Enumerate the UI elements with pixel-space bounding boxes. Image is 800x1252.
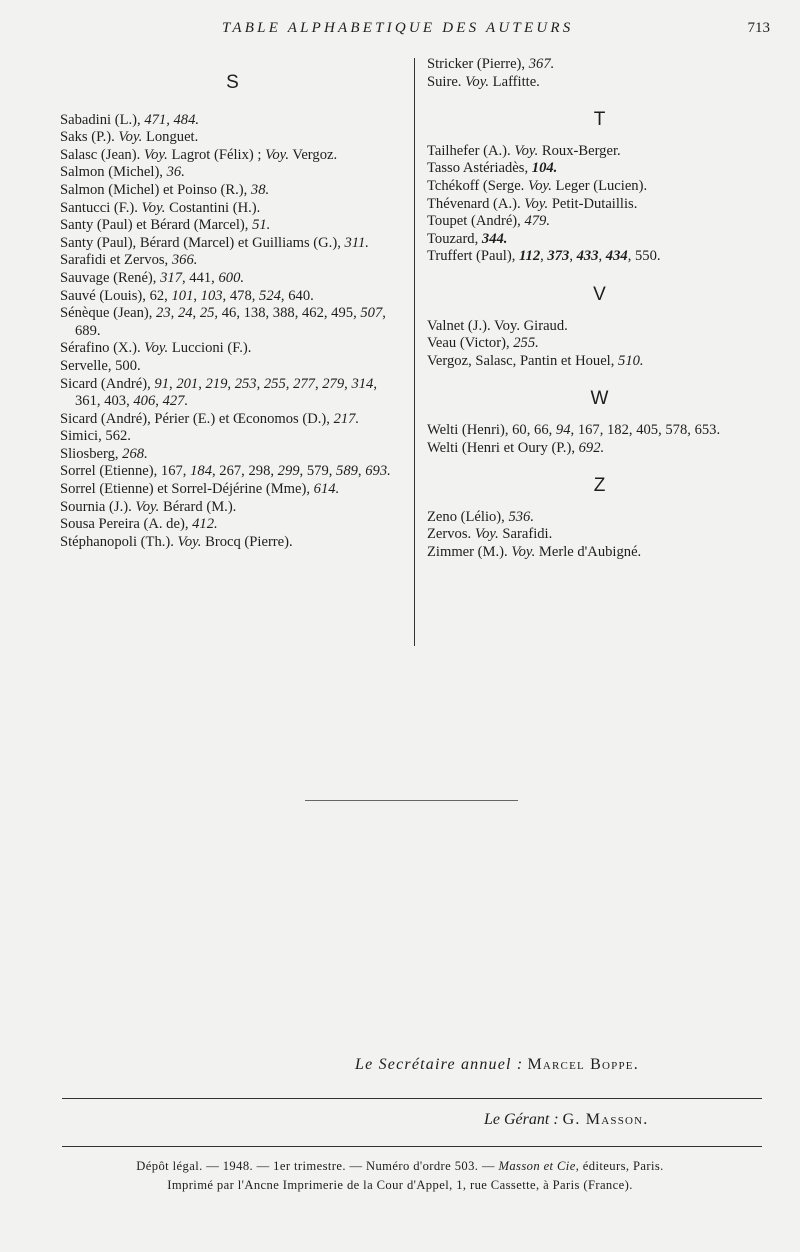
entry-text: Voy. bbox=[514, 142, 539, 159]
entry-text: Zimmer (M.). bbox=[427, 543, 512, 560]
entry-text: Voy. bbox=[177, 533, 202, 550]
section-letter-v: V bbox=[593, 283, 606, 305]
entry-text: Sérafino (X.). bbox=[60, 340, 145, 357]
index-entry bbox=[60, 499, 405, 517]
entry-text: Lagrot (Félix) ; bbox=[167, 146, 266, 163]
index-entry bbox=[427, 248, 772, 266]
index-entry bbox=[60, 481, 405, 499]
entry-text: , 579, bbox=[299, 463, 337, 480]
entry-text: Tailhefer (A.). bbox=[427, 142, 515, 159]
entry-text: 36. bbox=[166, 164, 185, 181]
entry-text: 479. bbox=[524, 213, 550, 230]
index-entry bbox=[427, 526, 772, 544]
entry-text: , bbox=[193, 287, 201, 304]
index-entry bbox=[60, 270, 405, 288]
entry-text: Welti (Henri), 60, 66, bbox=[427, 421, 556, 438]
index-entry bbox=[427, 318, 772, 336]
entry-text: Vergoz. bbox=[289, 146, 338, 163]
entry-text: Thévenard (A.). bbox=[427, 195, 525, 212]
entry-text: 101 bbox=[171, 287, 194, 304]
entry-text: Leger (Lucien). bbox=[551, 177, 648, 194]
entry-text: 524 bbox=[259, 287, 281, 304]
entry-text: Roux-Berger. bbox=[538, 142, 621, 159]
entry-text: , bbox=[169, 375, 177, 392]
entry-text: Voy. bbox=[135, 498, 160, 515]
entry-text: 510. bbox=[618, 352, 644, 369]
entry-text: 219 bbox=[205, 375, 228, 392]
entry-text: 406 bbox=[133, 393, 156, 410]
entry-text: , bbox=[170, 305, 178, 322]
entry-text: Luccioni (F.). bbox=[168, 340, 252, 357]
signature-rule-top bbox=[62, 1098, 762, 1099]
entry-text: Sousa Pereira (A. de), bbox=[60, 516, 193, 533]
entry-text: Costantini (H.). bbox=[165, 199, 261, 216]
index-entry bbox=[60, 340, 405, 358]
entry-text: 367. bbox=[528, 56, 555, 72]
entry-text: Voy. bbox=[527, 177, 552, 194]
gerant-signature bbox=[484, 1111, 649, 1129]
entry-text: 94 bbox=[555, 421, 571, 438]
entry-text: Salmon (Michel) et Poinso (R.), bbox=[60, 181, 251, 198]
entry-text: Sorrel (Etienne), 167, bbox=[60, 463, 191, 480]
entry-text: Voy. bbox=[524, 195, 549, 212]
entry-text: 317 bbox=[160, 269, 182, 286]
entry-list-w bbox=[427, 422, 772, 457]
entry-text: 255. bbox=[513, 335, 539, 352]
entry-text: , bbox=[569, 248, 577, 265]
entry-text: Saks (P.). bbox=[60, 129, 119, 146]
index-entry bbox=[427, 56, 772, 74]
section-letter-z: Z bbox=[593, 475, 606, 497]
entry-text: , bbox=[598, 248, 606, 265]
entry-text: , bbox=[256, 375, 264, 392]
index-entry bbox=[60, 463, 405, 481]
entry-text: Salasc (Jean). bbox=[60, 146, 144, 163]
entry-text: Sarafidi. bbox=[498, 526, 553, 543]
index-entry bbox=[60, 305, 405, 340]
index-entry bbox=[60, 200, 405, 218]
entry-text: Brocq (Pierre). bbox=[201, 533, 293, 550]
index-entry bbox=[60, 428, 405, 446]
entry-text: 692. bbox=[578, 439, 605, 456]
index-entry bbox=[427, 160, 772, 178]
entry-text: 253 bbox=[234, 375, 257, 392]
entry-text: , bbox=[285, 375, 294, 392]
entry-text: 277 bbox=[293, 375, 315, 392]
entry-text: , bbox=[192, 305, 200, 322]
entry-text: Touzard, bbox=[427, 230, 482, 247]
section-separator-rule bbox=[305, 800, 518, 801]
entry-text: Valnet (J.). Voy. Giraud. bbox=[427, 317, 568, 334]
entry-text: , 550. bbox=[627, 248, 661, 265]
entry-text: , 478, bbox=[222, 287, 260, 304]
entry-text: Sicard (André), Périer (E.) et Œconomos (D.), bbox=[60, 410, 334, 427]
entry-text: 38. bbox=[250, 181, 270, 198]
secretary-name: Marcel Boppe. bbox=[527, 1056, 639, 1073]
entry-text: Voy. bbox=[265, 146, 290, 163]
entry-text: 25 bbox=[199, 305, 215, 322]
entry-text: 471, 484. bbox=[144, 111, 200, 128]
index-entry bbox=[60, 516, 405, 534]
entry-text: 589 bbox=[336, 463, 358, 480]
entry-text: Voy. bbox=[143, 146, 168, 163]
entry-text: Zervos. bbox=[427, 526, 475, 543]
entry-text: Stéphanopoli (Th.). bbox=[60, 533, 178, 550]
entry-text: 103 bbox=[200, 287, 223, 304]
entry-text: , 640. bbox=[280, 287, 314, 304]
entry-text: 299 bbox=[277, 463, 300, 480]
index-entry bbox=[60, 358, 405, 376]
page-number: 713 bbox=[747, 20, 770, 36]
entry-text: 314 bbox=[351, 375, 374, 392]
entry-text: 112 bbox=[519, 248, 541, 265]
entry-text: , bbox=[155, 393, 163, 410]
index-entry bbox=[427, 213, 772, 231]
entry-text: Tasso Astériadès, bbox=[427, 160, 532, 177]
entry-text: , 689. bbox=[75, 305, 386, 339]
entry-text: Voy. bbox=[118, 129, 143, 146]
secretary-signature bbox=[355, 1056, 639, 1074]
entry-text: Tchékoff (Serge. bbox=[427, 177, 528, 194]
entry-list-t bbox=[427, 143, 772, 266]
index-entry bbox=[427, 178, 772, 196]
printer-line: Imprimé par l'Ancne Imprimerie de la Cour d'Appel, 1, rue Cassette, à Paris (France). bbox=[167, 1178, 633, 1192]
entry-text: Sénèque (Jean), bbox=[60, 305, 157, 322]
entry-text: , bbox=[227, 375, 235, 392]
running-title: TABLE ALPHABETIQUE DES AUTEURS bbox=[222, 20, 574, 36]
entry-text: 279 bbox=[322, 375, 345, 392]
entry-text: , bbox=[344, 375, 352, 392]
entry-text: 373 bbox=[547, 248, 570, 265]
gerant-name: G. Masson. bbox=[562, 1111, 649, 1128]
entry-text: 201 bbox=[176, 375, 199, 392]
index-entry bbox=[427, 196, 772, 214]
index-entry bbox=[60, 129, 405, 147]
index-entry bbox=[60, 164, 405, 182]
entry-text: 600. bbox=[218, 269, 245, 286]
entry-list-s-continued bbox=[427, 56, 772, 91]
entry-text: 536. bbox=[508, 508, 534, 525]
section-letter-w: W bbox=[590, 388, 609, 410]
column-divider bbox=[414, 58, 415, 646]
entry-text: Sabadini (L.), bbox=[60, 111, 145, 128]
entry-text: , 441, bbox=[181, 269, 219, 286]
page-header bbox=[0, 20, 800, 42]
index-entry bbox=[60, 288, 405, 306]
entry-text: 366. bbox=[171, 252, 198, 269]
index-entry bbox=[60, 217, 405, 235]
index-entry bbox=[427, 440, 772, 458]
entry-text: 693. bbox=[365, 463, 391, 480]
entry-text: Sliosberg, bbox=[60, 445, 123, 462]
entry-text: Voy. bbox=[141, 199, 166, 216]
legal-deposit-line bbox=[0, 1159, 800, 1174]
index-entry bbox=[60, 411, 405, 429]
index-column-left bbox=[60, 56, 405, 551]
publisher-city: , éditeurs, Paris. bbox=[575, 1159, 664, 1173]
entry-text: 255 bbox=[263, 375, 286, 392]
entry-list-v bbox=[427, 318, 772, 371]
index-entry bbox=[60, 182, 405, 200]
entry-text: 23 bbox=[156, 305, 171, 322]
entry-text: , bbox=[198, 375, 206, 392]
entry-text: 344. bbox=[481, 230, 508, 247]
entry-text: Santy (Paul), Bérard (Marcel) et Guilliams (G.), bbox=[60, 234, 345, 251]
index-entry bbox=[60, 376, 405, 411]
entry-text: 91 bbox=[154, 375, 170, 392]
signature-rule-bottom bbox=[62, 1146, 762, 1147]
secretary-role: Le Secrétaire annuel : bbox=[355, 1056, 524, 1073]
entry-text: Sarafidi et Zervos, bbox=[60, 252, 172, 269]
entry-text: 412. bbox=[192, 516, 218, 533]
index-entry bbox=[427, 335, 772, 353]
index-entry bbox=[427, 509, 772, 527]
entry-text: Stricker (Pierre), bbox=[427, 56, 529, 72]
entry-text: Santucci (F.). bbox=[60, 199, 142, 216]
entry-text: Voy. bbox=[474, 526, 499, 543]
entry-text: Santy (Paul) et Bérard (Marcel), bbox=[60, 217, 253, 234]
entry-text: Vergoz, Salasc, Pantin et Houel, bbox=[427, 352, 619, 369]
section-letter-t: T bbox=[593, 109, 606, 131]
entry-text: 614. bbox=[313, 481, 340, 498]
entry-text: Sauvage (René), bbox=[60, 269, 161, 286]
entry-text: , bbox=[314, 375, 323, 392]
entry-text: Toupet (André), bbox=[427, 213, 525, 230]
index-entry bbox=[427, 143, 772, 161]
entry-text: 51. bbox=[252, 217, 271, 234]
entry-text: Sorrel (Etienne) et Sorrel-Déjérine (Mme), bbox=[60, 481, 314, 498]
entry-text: Merle d'Aubigné. bbox=[535, 543, 642, 560]
entry-text: , bbox=[540, 248, 548, 265]
entry-text: 433 bbox=[576, 248, 599, 265]
entry-text: Voy. bbox=[144, 340, 169, 357]
entry-text: 311. bbox=[344, 234, 369, 251]
entry-text: 507 bbox=[360, 305, 383, 322]
entry-text: Voy. bbox=[465, 73, 490, 90]
entry-text: , 46, 138, 388, 462, 495, bbox=[214, 305, 361, 322]
entry-text: Laffitte. bbox=[489, 73, 540, 90]
entry-text: , 167, 182, 405, 578, 653. bbox=[570, 421, 721, 438]
entry-text: Sicard (André), bbox=[60, 375, 155, 392]
entry-text: 24 bbox=[177, 305, 193, 322]
entry-text: Salmon (Michel), bbox=[60, 164, 167, 181]
index-entry bbox=[60, 112, 405, 130]
entry-text: Petit-Dutaillis. bbox=[548, 195, 638, 212]
entry-list-z bbox=[427, 509, 772, 562]
gerant-role: Le Gérant : bbox=[484, 1111, 559, 1128]
entry-text: Zeno (Lélio), bbox=[427, 508, 509, 525]
entry-text: 434 bbox=[605, 248, 628, 265]
entry-text: Sournia (J.). bbox=[60, 498, 136, 515]
entry-text: 217. bbox=[333, 410, 360, 427]
index-entry bbox=[427, 422, 772, 440]
entry-text: 268. bbox=[122, 445, 148, 462]
entry-text: , bbox=[357, 463, 366, 480]
entry-text: 427. bbox=[162, 393, 189, 410]
entry-text: , 361, 403, bbox=[75, 375, 377, 410]
entry-text: Simici, 562. bbox=[60, 428, 131, 445]
entry-text: Truffert (Paul), bbox=[427, 248, 520, 265]
entry-text: 184 bbox=[190, 463, 212, 480]
entry-text: Suire. bbox=[427, 73, 466, 90]
right-sections bbox=[427, 111, 772, 561]
entry-text: , 267, 298, bbox=[211, 463, 278, 480]
entry-text: Veau (Victor), bbox=[427, 335, 514, 352]
index-entry bbox=[427, 74, 772, 92]
index-entry bbox=[60, 235, 405, 253]
publisher-name: Masson et Cie bbox=[498, 1159, 576, 1173]
entry-text: 104. bbox=[531, 160, 558, 177]
index-entry bbox=[427, 353, 772, 371]
index-entry bbox=[60, 252, 405, 270]
section-letter-s: S bbox=[226, 72, 239, 93]
entry-list-s bbox=[60, 112, 405, 552]
entry-text: Servelle, 500. bbox=[60, 357, 141, 374]
entry-text: Voy. bbox=[511, 543, 536, 560]
entry-text: Bérard (M.). bbox=[159, 498, 237, 515]
legal-deposit-text: Dépôt légal. — 1948. — 1er trimestre. — Numéro d'ordre 503. — bbox=[136, 1159, 499, 1173]
index-entry bbox=[60, 147, 405, 165]
index-entry bbox=[427, 544, 772, 562]
entry-text: Longuet. bbox=[142, 129, 199, 146]
entry-text: Welti (Henri et Oury (P.), bbox=[427, 439, 579, 456]
index-entry bbox=[60, 446, 405, 464]
index-column-right bbox=[427, 56, 772, 561]
index-entry bbox=[427, 231, 772, 249]
entry-text: Sauvé (Louis), 62, bbox=[60, 287, 172, 304]
index-entry bbox=[60, 534, 405, 552]
